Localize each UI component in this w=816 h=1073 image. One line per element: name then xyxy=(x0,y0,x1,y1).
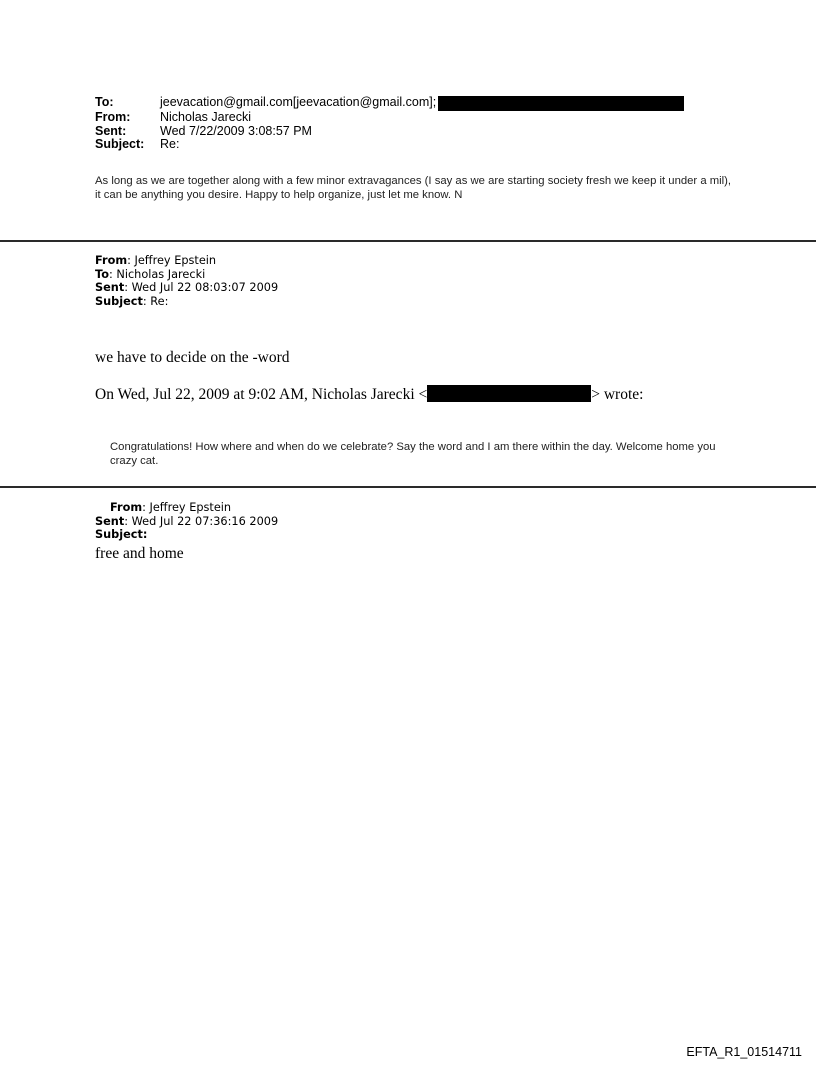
email3-from-value: : Jeffrey Epstein xyxy=(142,501,232,514)
email2-to-row xyxy=(95,268,278,282)
email2-subject-row xyxy=(95,295,278,309)
email1-subject-value: Re: xyxy=(160,137,180,152)
email1-subject-row xyxy=(95,138,684,152)
email3-sent-row xyxy=(95,515,278,529)
email3-sent-label: Sent xyxy=(95,514,125,528)
email3-header xyxy=(95,501,278,542)
email1-from-label: From: xyxy=(95,110,131,124)
email2-header xyxy=(95,254,278,308)
email1-sent-row xyxy=(95,125,684,139)
email1-to-row xyxy=(95,96,684,111)
email3-subject-value: : xyxy=(142,528,148,542)
redaction-bar xyxy=(438,96,684,111)
quote-intro-before: On Wed, Jul 22, 2009 at 9:02 AM, Nicholas Jarecki < xyxy=(95,386,428,403)
document-id: EFTA_R1_01514711 xyxy=(686,1045,802,1059)
email2-to-value: : Nicholas Jarecki xyxy=(108,267,206,281)
email1-header xyxy=(95,96,684,152)
email1-from-row xyxy=(95,111,684,125)
email1-sent-value: Wed 7/22/2009 3:08:57 PM xyxy=(160,123,312,138)
quote-intro-after: > wrote: xyxy=(591,386,644,403)
email2-sent-row xyxy=(95,281,278,295)
divider xyxy=(0,486,816,488)
email3-sent-value: : Wed Jul 22 07:36:16 2009 xyxy=(124,514,279,528)
email3-subject-label: Subject xyxy=(95,528,143,542)
email2-sent-label: Sent xyxy=(95,281,125,295)
email3-subject-row xyxy=(95,528,278,542)
email1-subject-label: Subject: xyxy=(95,137,145,152)
email2-from-row xyxy=(95,254,278,268)
email1-sent-label: Sent: xyxy=(95,123,127,138)
email3-body: free and home xyxy=(95,545,184,562)
email1-body: As long as we are together along with a few minor extravagances (I say as we are starting society fresh we keep it under a mil), it can be anything you desire. Happy to help organize, just let me know. N xyxy=(95,175,732,201)
email2-from-label: From xyxy=(95,254,128,267)
redaction-bar xyxy=(427,385,591,402)
email2-sent-value: : Wed Jul 22 08:03:07 2009 xyxy=(124,281,279,295)
email2-subject-value: : Re: xyxy=(142,294,169,308)
email2-quoted-text: Congratulations! How where and when do we celebrate? Say the word and I am there within the day. Welcome home you crazy cat. xyxy=(110,441,716,467)
email1-from-value: Nicholas Jarecki xyxy=(160,110,252,124)
email1-to-value: jeevacation@gmail.com[jeevacation@gmail.com]; xyxy=(160,95,437,109)
email1-to-label: To: xyxy=(95,95,114,109)
email2-subject-label: Subject xyxy=(95,294,143,308)
divider xyxy=(0,240,816,242)
email2-body: we have to decide on the -word xyxy=(95,349,290,366)
email2-from-value: : Jeffrey Epstein xyxy=(127,254,217,267)
email3-from-label: From xyxy=(110,501,143,514)
email2-quote-intro xyxy=(95,385,643,404)
email2-to-label: To xyxy=(95,267,109,281)
email3-from-row xyxy=(95,501,278,515)
